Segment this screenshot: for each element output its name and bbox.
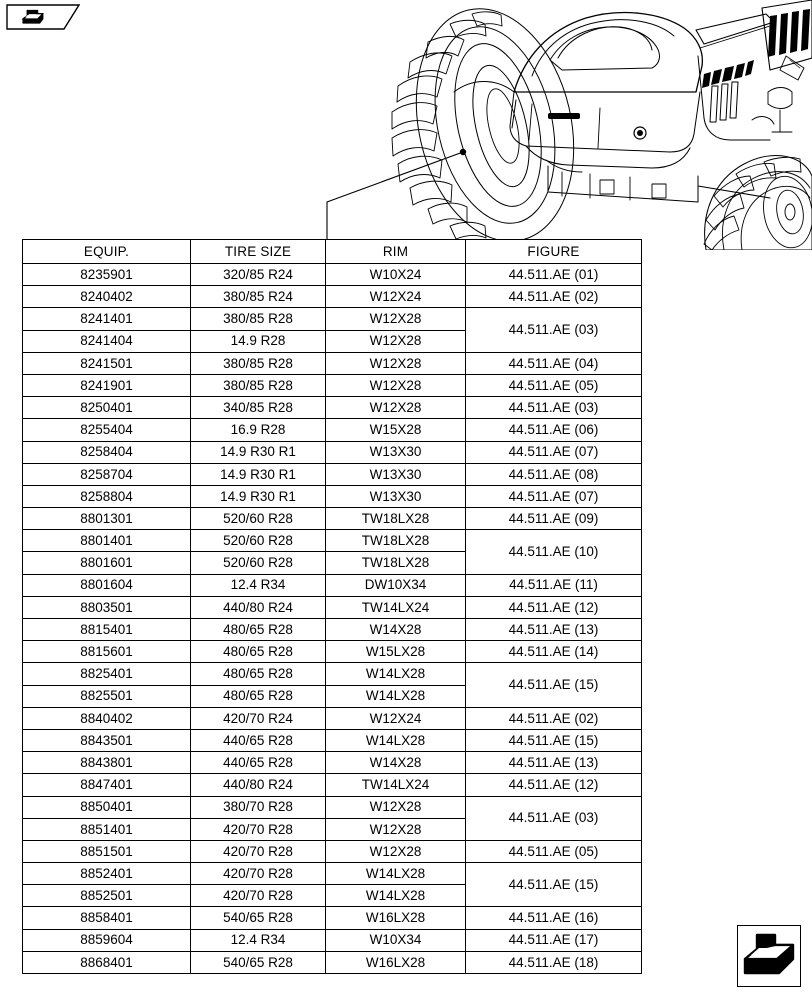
table-row: [23, 951, 642, 973]
cell-equip: 8803501: [23, 596, 191, 618]
cell-equip: 8847401: [23, 774, 191, 796]
cell-equip: 8255404: [23, 419, 191, 441]
cell-tire-size: 420/70 R28: [191, 840, 326, 862]
front-axle: [548, 166, 770, 202]
cell-equip: 8815401: [23, 619, 191, 641]
cell-tire-size: 14.9 R30 R1: [191, 485, 326, 507]
cell-equip: 8250401: [23, 397, 191, 419]
cell-rim: W12X28: [326, 330, 466, 352]
tire-rim-figure-table: [22, 239, 642, 974]
cell-rim: W15X28: [326, 419, 466, 441]
cell-equip: 8843801: [23, 752, 191, 774]
cell-figure: 44.511.AE (05): [466, 840, 642, 862]
cell-figure: 44.511.AE (10): [466, 530, 642, 574]
cell-rim: W13X30: [326, 463, 466, 485]
table-row: [23, 508, 642, 530]
cell-equip: 8850401: [23, 796, 191, 818]
cell-rim: W14X28: [326, 619, 466, 641]
cell-figure: 44.511.AE (07): [466, 485, 642, 507]
cell-figure: 44.511.AE (17): [466, 929, 642, 951]
cell-tire-size: 520/60 R28: [191, 530, 326, 552]
cell-rim: W14LX28: [326, 729, 466, 751]
cell-equip: 8235901: [23, 264, 191, 286]
cell-figure: 44.511.AE (02): [466, 707, 642, 729]
cell-figure: 44.511.AE (04): [466, 352, 642, 374]
table-row: [23, 840, 642, 862]
cell-rim: W12X24: [326, 286, 466, 308]
top-left-page-badge[interactable]: [6, 4, 80, 30]
table-row: [23, 729, 642, 751]
cell-rim: W12X28: [326, 352, 466, 374]
cell-rim: W14LX28: [326, 685, 466, 707]
cell-equip: 8858401: [23, 907, 191, 929]
cell-equip: 8258404: [23, 441, 191, 463]
hood-side-decal: [696, 14, 774, 140]
cell-tire-size: 12.4 R34: [191, 574, 326, 596]
cell-tire-size: 520/60 R28: [191, 508, 326, 530]
cell-figure: 44.511.AE (13): [466, 619, 642, 641]
cell-figure: 44.511.AE (02): [466, 286, 642, 308]
table-row: [23, 441, 642, 463]
cell-equip: 8840402: [23, 707, 191, 729]
callout-dot: [460, 149, 466, 155]
cell-rim: W16LX28: [326, 951, 466, 973]
cell-figure: 44.511.AE (03): [466, 308, 642, 352]
cell-rim: TW14LX24: [326, 596, 466, 618]
column-header-tire: TIRE SIZE: [191, 240, 326, 264]
cell-rim: TW18LX28: [326, 530, 466, 552]
cell-equip: 8801301: [23, 508, 191, 530]
cell-rim: W12X28: [326, 397, 466, 419]
cell-equip: 8240402: [23, 286, 191, 308]
table-row: [23, 308, 642, 330]
cell-equip: 8851401: [23, 818, 191, 840]
table-row: [23, 463, 642, 485]
cell-tire-size: 440/65 R28: [191, 752, 326, 774]
cell-tire-size: 420/70 R28: [191, 818, 326, 840]
cell-figure: 44.511.AE (05): [466, 374, 642, 396]
column-header-rim: RIM: [326, 240, 466, 264]
cell-equip: 8851501: [23, 840, 191, 862]
cell-equip: 8825401: [23, 663, 191, 685]
cell-figure: 44.511.AE (14): [466, 641, 642, 663]
cell-figure: 44.511.AE (15): [466, 729, 642, 751]
cell-tire-size: 12.4 R34: [191, 929, 326, 951]
table-row: [23, 352, 642, 374]
cell-rim: W10X24: [326, 264, 466, 286]
rear-right-tire: [704, 155, 812, 250]
table-row: [23, 574, 642, 596]
cell-rim: W13X30: [326, 485, 466, 507]
cell-tire-size: 480/65 R28: [191, 641, 326, 663]
cell-figure: 44.511.AE (08): [466, 463, 642, 485]
cell-rim: W12X28: [326, 796, 466, 818]
cell-tire-size: 380/70 R28: [191, 796, 326, 818]
page-turn-icon: [6, 4, 80, 30]
table-row: [23, 530, 642, 552]
rear-wheel-hub: [758, 172, 812, 250]
cell-figure: 44.511.AE (06): [466, 419, 642, 441]
table-row: [23, 596, 642, 618]
cell-rim: W14X28: [326, 752, 466, 774]
table-row: [23, 752, 642, 774]
cell-tire-size: 420/70 R28: [191, 863, 326, 885]
cell-rim: TW14LX24: [326, 774, 466, 796]
cell-equip: 8258804: [23, 485, 191, 507]
cell-equip: 8801601: [23, 552, 191, 574]
cell-tire-size: 480/65 R28: [191, 685, 326, 707]
cell-equip: 8815601: [23, 641, 191, 663]
cell-tire-size: 16.9 R28: [191, 419, 326, 441]
cell-figure: 44.511.AE (01): [466, 264, 642, 286]
cell-figure: 44.511.AE (15): [466, 863, 642, 907]
cell-tire-size: 14.9 R28: [191, 330, 326, 352]
cell-rim: W14LX28: [326, 663, 466, 685]
cell-rim: W13X30: [326, 441, 466, 463]
cell-equip: 8801604: [23, 574, 191, 596]
cell-tire-size: 340/85 R28: [191, 397, 326, 419]
cell-tire-size: 420/70 R24: [191, 707, 326, 729]
cell-equip: 8241404: [23, 330, 191, 352]
cell-equip: 8801401: [23, 530, 191, 552]
cell-equip: 8825501: [23, 685, 191, 707]
cell-figure: 44.511.AE (03): [466, 397, 642, 419]
column-header-equip: EQUIP.: [23, 240, 191, 264]
cell-tire-size: 320/85 R24: [191, 264, 326, 286]
table-row: [23, 419, 642, 441]
cell-rim: TW18LX28: [326, 508, 466, 530]
table-row: [23, 374, 642, 396]
table-row: [23, 863, 642, 885]
table-row: [23, 619, 642, 641]
cell-tire-size: 380/85 R28: [191, 352, 326, 374]
cell-rim: W12X28: [326, 374, 466, 396]
cell-figure: 44.511.AE (09): [466, 508, 642, 530]
page-turn-icon: [738, 926, 799, 985]
cell-rim: W12X28: [326, 308, 466, 330]
cell-equip: 8852401: [23, 863, 191, 885]
cell-figure: 44.511.AE (11): [466, 574, 642, 596]
cell-tire-size: 14.9 R30 R1: [191, 441, 326, 463]
cell-tire-size: 440/65 R28: [191, 729, 326, 751]
cell-rim: W10X34: [326, 929, 466, 951]
cell-tire-size: 480/65 R28: [191, 619, 326, 641]
cell-rim: W15LX28: [326, 641, 466, 663]
table-row: [23, 796, 642, 818]
cell-tire-size: 440/80 R24: [191, 774, 326, 796]
cell-figure: 44.511.AE (16): [466, 907, 642, 929]
rear-grille: [762, 0, 812, 70]
cell-equip: 8241901: [23, 374, 191, 396]
bottom-right-page-badge[interactable]: [737, 925, 801, 987]
cell-tire-size: 440/80 R24: [191, 596, 326, 618]
tractor-hood: [510, 13, 702, 172]
cell-tire-size: 380/85 R24: [191, 286, 326, 308]
tractor-illustration: [300, 0, 812, 250]
cell-tire-size: 520/60 R28: [191, 552, 326, 574]
table-row: [23, 397, 642, 419]
cell-figure: 44.511.AE (15): [466, 663, 642, 707]
cell-tire-size: 420/70 R28: [191, 885, 326, 907]
cell-figure: 44.511.AE (12): [466, 596, 642, 618]
table-row: [23, 929, 642, 951]
table-row: [23, 663, 642, 685]
cell-rim: W14LX28: [326, 863, 466, 885]
cell-figure: 44.511.AE (03): [466, 796, 642, 840]
table-row: [23, 485, 642, 507]
front-left-tire: [392, 0, 596, 250]
cell-rim: TW18LX28: [326, 552, 466, 574]
cell-rim: W14LX28: [326, 885, 466, 907]
cell-rim: W12X28: [326, 840, 466, 862]
cell-figure: 44.511.AE (13): [466, 752, 642, 774]
table-row: [23, 641, 642, 663]
cell-equip: 8859604: [23, 929, 191, 951]
column-header-figure: FIGURE: [466, 240, 642, 264]
cell-tire-size: 14.9 R30 R1: [191, 463, 326, 485]
cell-equip: 8852501: [23, 885, 191, 907]
cell-equip: 8241401: [23, 308, 191, 330]
table-row: [23, 907, 642, 929]
cell-equip: 8868401: [23, 951, 191, 973]
table-row: [23, 286, 642, 308]
cell-rim: W16LX28: [326, 907, 466, 929]
table-row: [23, 264, 642, 286]
cell-figure: 44.511.AE (12): [466, 774, 642, 796]
cell-figure: 44.511.AE (07): [466, 441, 642, 463]
cell-rim: DW10X34: [326, 574, 466, 596]
cell-equip: 8241501: [23, 352, 191, 374]
cell-tire-size: 540/65 R28: [191, 951, 326, 973]
table-row: [23, 774, 642, 796]
cell-equip: 8258704: [23, 463, 191, 485]
cell-tire-size: 480/65 R28: [191, 663, 326, 685]
cell-tire-size: 380/85 R28: [191, 374, 326, 396]
cell-figure: 44.511.AE (18): [466, 951, 642, 973]
cell-rim: W12X28: [326, 818, 466, 840]
table-header-row: [23, 240, 642, 264]
cell-rim: W12X24: [326, 707, 466, 729]
cell-tire-size: 540/65 R28: [191, 907, 326, 929]
cell-equip: 8843501: [23, 729, 191, 751]
cell-tire-size: 380/85 R28: [191, 308, 326, 330]
table-row: [23, 707, 642, 729]
